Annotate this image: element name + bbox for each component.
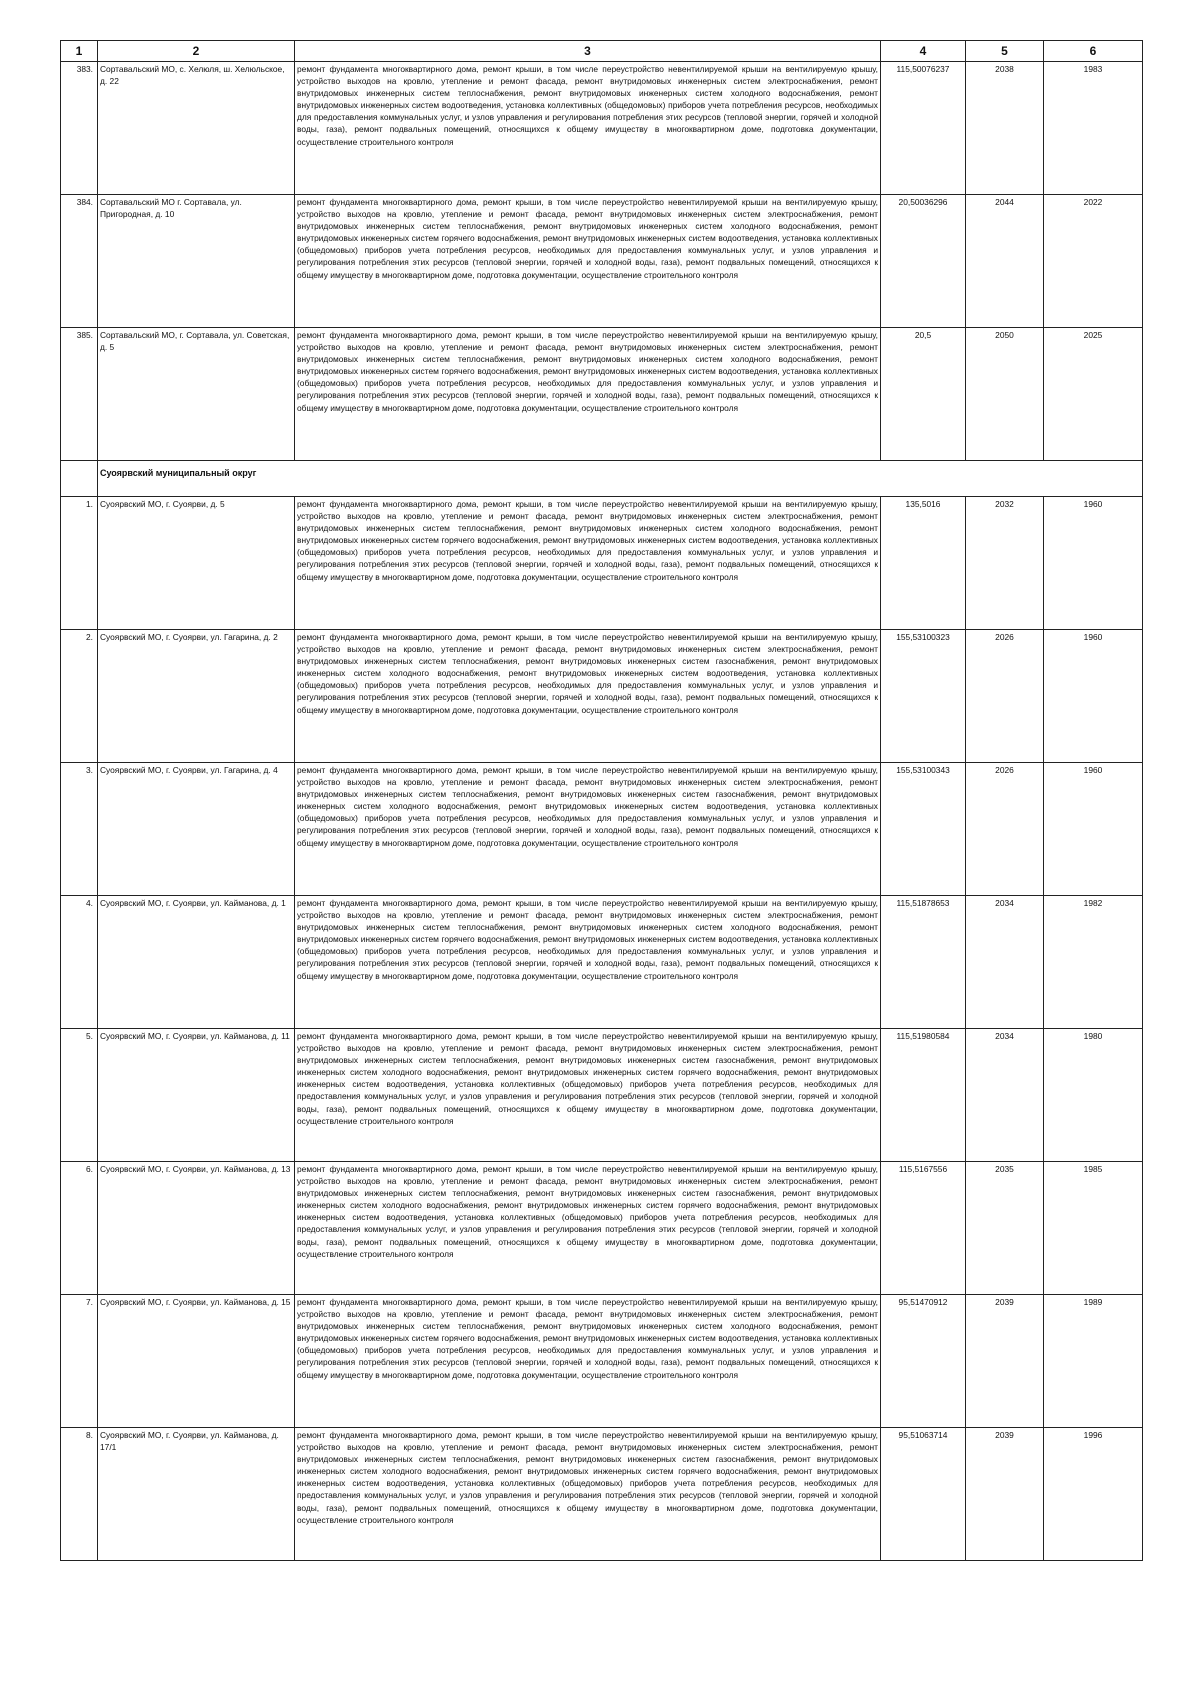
commission-year-cell: 2025: [1044, 328, 1143, 461]
year-cell: 2034: [966, 1029, 1044, 1162]
commission-year-cell: 1980: [1044, 1029, 1143, 1162]
header-col-2: 2: [98, 41, 295, 62]
section-title: Суоярвский муниципальный округ: [98, 461, 1143, 497]
cost-cell: 135,5016: [881, 497, 966, 630]
address-cell: Суоярвский МО, г. Суоярви, ул. Кайманова, д. 13: [98, 1162, 295, 1295]
commission-year-cell: 1989: [1044, 1295, 1143, 1428]
year-cell: 2034: [966, 896, 1044, 1029]
row-number: 384.: [61, 195, 98, 328]
year-cell: 2032: [966, 497, 1044, 630]
header-row: [61, 41, 1143, 62]
section-row: [61, 461, 1143, 497]
address-cell: Суоярвский МО, г. Суоярви, ул. Кайманова, д. 17/1: [98, 1428, 295, 1561]
row-number: 1.: [61, 497, 98, 630]
header-col-1: 1: [61, 41, 98, 62]
header-col-6: 6: [1044, 41, 1143, 62]
address-cell: Суоярвский МО, г. Суоярви, ул. Гагарина, д. 4: [98, 763, 295, 896]
works-cell: ремонт фундамента многоквартирного дома, ремонт крыши, в том числе переустройство невентилируемой крыши на вентилируемую крышу, устройство выходов на кровлю, утепление и ремонт фасада, ремонт внутридомовых инженерных систем электроснабжения, ремонт внутридомовых инженерных систем теплоснабжения, ремонт внутридомовых инженерных систем газоснабжения, ремонт внутридомовых инженерных систем холодного водоснабжения, ремонт внутридомовых инженерных систем горячего водоснабжения, ремонт внутридомовых инженерных систем водоотведения, установка коллективных (общедомовых) приборов учета потребления ресурсов, необходимых для предоставления коммунальных услуг, и узлов управления и регулирования потребления этих ресурсов (тепловой энергии, горячей и холодной воды, газа), ремонт подвальных помещений, относящихся к общему имуществу в многоквартирном доме, подготовка документации, осуществление строительного контроля: [295, 1428, 881, 1561]
cost-cell: 115,51980584: [881, 1029, 966, 1162]
address-cell: Суоярвский МО, г. Суоярви, ул. Кайманова, д. 1: [98, 896, 295, 1029]
cost-cell: 115,5167556: [881, 1162, 966, 1295]
table-row: [61, 630, 1143, 763]
table-row: [61, 328, 1143, 461]
year-cell: 2039: [966, 1295, 1044, 1428]
table-row: [61, 1295, 1143, 1428]
commission-year-cell: 2022: [1044, 195, 1143, 328]
cost-cell: 115,51878653: [881, 896, 966, 1029]
table-row: [61, 1162, 1143, 1295]
address-cell: Сортавальский МО г. Сортавала, ул. Пригородная, д. 10: [98, 195, 295, 328]
table-row: [61, 195, 1143, 328]
works-cell: ремонт фундамента многоквартирного дома, ремонт крыши, в том числе переустройство невентилируемой крыши на вентилируемую крышу, устройство выходов на кровлю, утепление и ремонт фасада, ремонт внутридомовых инженерных систем электроснабжения, ремонт внутридомовых инженерных систем теплоснабжения, ремонт внутридомовых инженерных систем холодного водоснабжения, ремонт внутридомовых инженерных систем водоотведения, установка коллективных (общедомовых) приборов учета потребления ресурсов, необходимых для предоставления коммунальных услуг, и узлов управления и регулирования потребления этих ресурсов (тепловой энергии, горячей и холодной воды, газа), ремонт подвальных помещений, относящихся к общему имуществу в многоквартирном доме, подготовка документации, осуществление строительного контроля: [295, 62, 881, 195]
table-row: [61, 896, 1143, 1029]
table-row: [61, 1029, 1143, 1162]
cost-cell: 20,5: [881, 328, 966, 461]
row-number: 4.: [61, 896, 98, 1029]
commission-year-cell: 1960: [1044, 497, 1143, 630]
works-cell: ремонт фундамента многоквартирного дома, ремонт крыши, в том числе переустройство невентилируемой крыши на вентилируемую крышу, устройство выходов на кровлю, утепление и ремонт фасада, ремонт внутридомовых инженерных систем электроснабжения, ремонт внутридомовых инженерных систем теплоснабжения, ремонт внутридомовых инженерных систем холодного водоснабжения, ремонт внутридомовых инженерных систем горячего водоснабжения, ремонт внутридомовых инженерных систем водоотведения, установка коллективных (общедомовых) приборов учета потребления ресурсов, необходимых для предоставления коммунальных услуг, и узлов управления и регулирования потребления этих ресурсов (тепловой энергии, горячей и холодной воды, газа), ремонт подвальных помещений, относящихся к общему имуществу в многоквартирном доме, подготовка документации, осуществление строительного контроля: [295, 1295, 881, 1428]
commission-year-cell: 1996: [1044, 1428, 1143, 1561]
capital-repair-table: [60, 40, 1143, 1561]
section-empty-cell: [61, 461, 98, 497]
address-cell: Суоярвский МО, г. Суоярви, ул. Гагарина, д. 2: [98, 630, 295, 763]
document-page: [60, 40, 1142, 1561]
table-row: [61, 62, 1143, 195]
header-col-3: 3: [295, 41, 881, 62]
row-number: 383.: [61, 62, 98, 195]
address-cell: Суоярвский МО, г. Суоярви, д. 5: [98, 497, 295, 630]
year-cell: 2050: [966, 328, 1044, 461]
year-cell: 2038: [966, 62, 1044, 195]
table-row: [61, 763, 1143, 896]
commission-year-cell: 1960: [1044, 763, 1143, 896]
year-cell: 2026: [966, 763, 1044, 896]
header-col-5: 5: [966, 41, 1044, 62]
year-cell: 2044: [966, 195, 1044, 328]
works-cell: ремонт фундамента многоквартирного дома, ремонт крыши, в том числе переустройство невентилируемой крыши на вентилируемую крышу, устройство выходов на кровлю, утепление и ремонт фасада, ремонт внутридомовых инженерных систем электроснабжения, ремонт внутридомовых инженерных систем теплоснабжения, ремонт внутридомовых инженерных систем газоснабжения, ремонт внутридомовых инженерных систем холодного водоснабжения, ремонт внутридомовых инженерных систем водоотведения, установка коллективных (общедомовых) приборов учета потребления ресурсов, необходимых для предоставления коммунальных услуг, и узлов управления и регулирования потребления этих ресурсов (тепловой энергии, горячей и холодной воды, газа), ремонт подвальных помещений, относящихся к общему имуществу в многоквартирном доме, подготовка документации, осуществление строительного контроля: [295, 630, 881, 763]
header-col-4: 4: [881, 41, 966, 62]
works-cell: ремонт фундамента многоквартирного дома, ремонт крыши, в том числе переустройство невентилируемой крыши на вентилируемую крышу, устройство выходов на кровлю, утепление и ремонт фасада, ремонт внутридомовых инженерных систем электроснабжения, ремонт внутридомовых инженерных систем теплоснабжения, ремонт внутридомовых инженерных систем газоснабжения, ремонт внутридомовых инженерных систем холодного водоснабжения, ремонт внутридомовых инженерных систем горячего водоснабжения, ремонт внутридомовых инженерных систем водоотведения, установка коллективных (общедомовых) приборов учета потребления ресурсов, необходимых для предоставления коммунальных услуг, и узлов управления и регулирования потребления этих ресурсов (тепловой энергии, горячей и холодной воды, газа), ремонт подвальных помещений, относящихся к общему имуществу в многоквартирном доме, подготовка документации, осуществление строительного контроля: [295, 1162, 881, 1295]
works-cell: ремонт фундамента многоквартирного дома, ремонт крыши, в том числе переустройство невентилируемой крыши на вентилируемую крышу, устройство выходов на кровлю, утепление и ремонт фасада, ремонт внутридомовых инженерных систем электроснабжения, ремонт внутридомовых инженерных систем теплоснабжения, ремонт внутридомовых инженерных систем газоснабжения, ремонт внутридомовых инженерных систем холодного водоснабжения, ремонт внутридомовых инженерных систем горячего водоснабжения, ремонт внутридомовых инженерных систем водоотведения, установка коллективных (общедомовых) приборов учета потребления ресурсов, необходимых для предоставления коммунальных услуг, и узлов управления и регулирования потребления этих ресурсов (тепловой энергии, горячей и холодной воды, газа), ремонт подвальных помещений, относящихся к общему имуществу в многоквартирном доме, подготовка документации, осуществление строительного контроля: [295, 1029, 881, 1162]
row-number: 5.: [61, 1029, 98, 1162]
row-number: 2.: [61, 630, 98, 763]
works-cell: ремонт фундамента многоквартирного дома, ремонт крыши, в том числе переустройство невентилируемой крыши на вентилируемую крышу, устройство выходов на кровлю, утепление и ремонт фасада, ремонт внутридомовых инженерных систем электроснабжения, ремонт внутридомовых инженерных систем теплоснабжения, ремонт внутридомовых инженерных систем холодного водоснабжения, ремонт внутридомовых инженерных систем горячего водоснабжения, ремонт внутридомовых инженерных систем водоотведения, установка коллективных (общедомовых) приборов учета потребления ресурсов, необходимых для предоставления коммунальных услуг, и узлов управления и регулирования потребления этих ресурсов (тепловой энергии, горячей и холодной воды, газа), ремонт подвальных помещений, относящихся к общему имуществу в многоквартирном доме, подготовка документации, осуществление строительного контроля: [295, 328, 881, 461]
table-body: [61, 62, 1143, 1561]
cost-cell: 155,53100343: [881, 763, 966, 896]
row-number: 385.: [61, 328, 98, 461]
row-number: 6.: [61, 1162, 98, 1295]
works-cell: ремонт фундамента многоквартирного дома, ремонт крыши, в том числе переустройство невентилируемой крыши на вентилируемую крышу, устройство выходов на кровлю, утепление и ремонт фасада, ремонт внутридомовых инженерных систем электроснабжения, ремонт внутридомовых инженерных систем теплоснабжения, ремонт внутридомовых инженерных систем холодного водоснабжения, ремонт внутридомовых инженерных систем горячего водоснабжения, ремонт внутридомовых инженерных систем водоотведения, установка коллективных (общедомовых) приборов учета потребления ресурсов, необходимых для предоставления коммунальных услуг, и узлов управления и регулирования потребления этих ресурсов (тепловой энергии, горячей и холодной воды, газа), ремонт подвальных помещений, относящихся к общему имуществу в многоквартирном доме, подготовка документации, осуществление строительного контроля: [295, 497, 881, 630]
cost-cell: 20,50036296: [881, 195, 966, 328]
works-cell: ремонт фундамента многоквартирного дома, ремонт крыши, в том числе переустройство невентилируемой крыши на вентилируемую крышу, устройство выходов на кровлю, утепление и ремонт фасада, ремонт внутридомовых инженерных систем электроснабжения, ремонт внутридомовых инженерных систем теплоснабжения, ремонт внутридомовых инженерных систем холодного водоснабжения, ремонт внутридомовых инженерных систем горячего водоснабжения, ремонт внутридомовых инженерных систем водоотведения, установка коллективных (общедомовых) приборов учета потребления ресурсов, необходимых для предоставления коммунальных услуг, и узлов управления и регулирования потребления этих ресурсов (тепловой энергии, горячей и холодной воды, газа), ремонт подвальных помещений, относящихся к общему имуществу в многоквартирном доме, подготовка документации, осуществление строительного контроля: [295, 896, 881, 1029]
address-cell: Суоярвский МО, г. Суоярви, ул. Кайманова, д. 15: [98, 1295, 295, 1428]
row-number: 7.: [61, 1295, 98, 1428]
cost-cell: 115,50076237: [881, 62, 966, 195]
year-cell: 2039: [966, 1428, 1044, 1561]
address-cell: Сортавальский МО, г. Сортавала, ул. Советская, д. 5: [98, 328, 295, 461]
year-cell: 2035: [966, 1162, 1044, 1295]
works-cell: ремонт фундамента многоквартирного дома, ремонт крыши, в том числе переустройство невентилируемой крыши на вентилируемую крышу, устройство выходов на кровлю, утепление и ремонт фасада, ремонт внутридомовых инженерных систем электроснабжения, ремонт внутридомовых инженерных систем теплоснабжения, ремонт внутридомовых инженерных систем холодного водоснабжения, ремонт внутридомовых инженерных систем горячего водоснабжения, ремонт внутридомовых инженерных систем водоотведения, установка коллективных (общедомовых) приборов учета потребления ресурсов, необходимых для предоставления коммунальных услуг, и узлов управления и регулирования потребления этих ресурсов (тепловой энергии, горячей и холодной воды, газа), ремонт подвальных помещений, относящихся к общему имуществу в многоквартирном доме, подготовка документации, осуществление строительного контроля: [295, 195, 881, 328]
commission-year-cell: 1983: [1044, 62, 1143, 195]
address-cell: Суоярвский МО, г. Суоярви, ул. Кайманова, д. 11: [98, 1029, 295, 1162]
table-row: [61, 497, 1143, 630]
address-cell: Сортавальский МО, с. Хелюля, ш. Хелюльское, д. 22: [98, 62, 295, 195]
works-cell: ремонт фундамента многоквартирного дома, ремонт крыши, в том числе переустройство невентилируемой крыши на вентилируемую крышу, устройство выходов на кровлю, утепление и ремонт фасада, ремонт внутридомовых инженерных систем электроснабжения, ремонт внутридомовых инженерных систем теплоснабжения, ремонт внутридомовых инженерных систем газоснабжения, ремонт внутридомовых инженерных систем холодного водоснабжения, ремонт внутридомовых инженерных систем водоотведения, установка коллективных (общедомовых) приборов учета потребления ресурсов, необходимых для предоставления коммунальных услуг, и узлов управления и регулирования потребления этих ресурсов (тепловой энергии, горячей и холодной воды, газа), ремонт подвальных помещений, относящихся к общему имуществу в многоквартирном доме, подготовка документации, осуществление строительного контроля: [295, 763, 881, 896]
cost-cell: 155,53100323: [881, 630, 966, 763]
commission-year-cell: 1960: [1044, 630, 1143, 763]
cost-cell: 95,51063714: [881, 1428, 966, 1561]
cost-cell: 95,51470912: [881, 1295, 966, 1428]
table-row: [61, 1428, 1143, 1561]
commission-year-cell: 1982: [1044, 896, 1143, 1029]
commission-year-cell: 1985: [1044, 1162, 1143, 1295]
row-number: 8.: [61, 1428, 98, 1561]
row-number: 3.: [61, 763, 98, 896]
year-cell: 2026: [966, 630, 1044, 763]
